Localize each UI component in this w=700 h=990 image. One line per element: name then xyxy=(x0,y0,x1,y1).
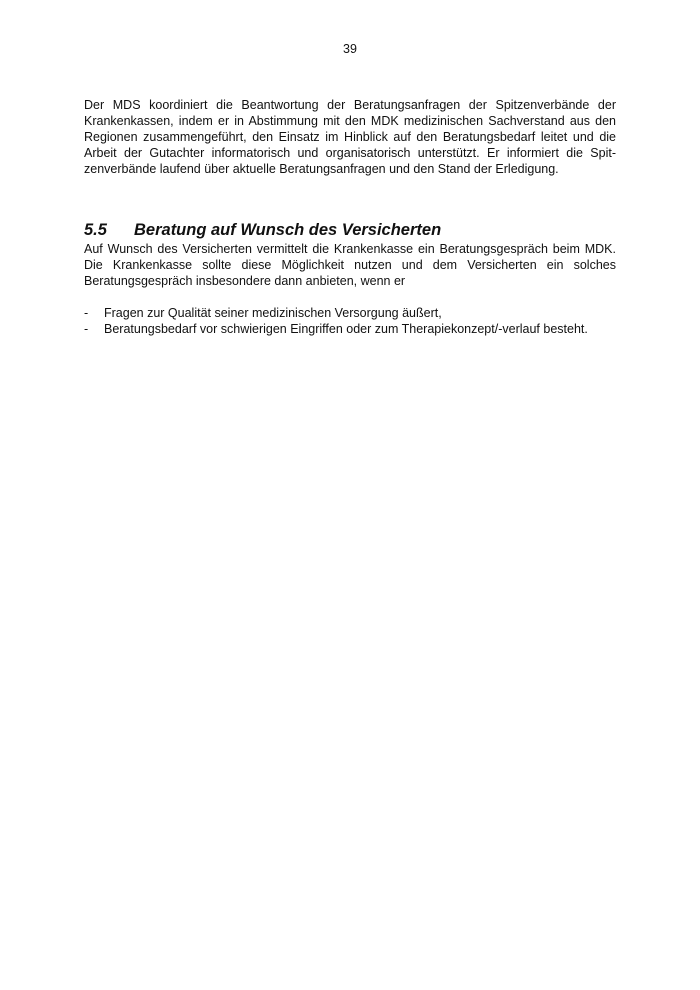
list-item xyxy=(84,321,616,337)
section-heading xyxy=(84,219,616,241)
list-bullet: - xyxy=(84,322,89,336)
section-title: Beratung auf Wunsch des Versicherten xyxy=(134,221,442,239)
list-item-text: Beratungsbedarf vor schwierigen Eingriffen oder zum Therapiekonzept/-verlauf besteht. xyxy=(104,322,588,336)
paragraph-consultation-request: Auf Wunsch des Versicherten vermittelt die Krankenkasse ein Beratungsgespräch beim MDK. Die Krankenkasse sollte diese Möglichkeit nutzen und dem Versicherten ein solches Beratungsgespräch insbesondere dann anbieten, wenn er xyxy=(84,242,616,288)
paragraph-mds-coordination: Der MDS koordiniert die Beantwortung der Beratungsanfragen der Spitzenverbände der Krankenkassen, indem er in Abstimmung mit den MDK medizinischen Sachverstand aus den Regionen zusammengeführt, den Einsatz im Hinblick auf den Beratungsbedarf leitet und die Arbeit der Gutachter informatorisch und organisatorisch unterstützt. Er informiert die Spitzenverbände laufend über aktuelle Beratungsanfragen und den Stand der Erledigung. xyxy=(84,98,616,176)
condition-list xyxy=(84,305,616,337)
list-bullet: - xyxy=(84,306,89,320)
list-item-text: Fragen zur Qualität seiner medizinischen Versorgung äußert, xyxy=(104,306,442,320)
section-number: 5.5 xyxy=(84,221,107,239)
document-body xyxy=(84,97,616,337)
list-item xyxy=(84,305,616,321)
page-number: 39 xyxy=(343,42,357,56)
